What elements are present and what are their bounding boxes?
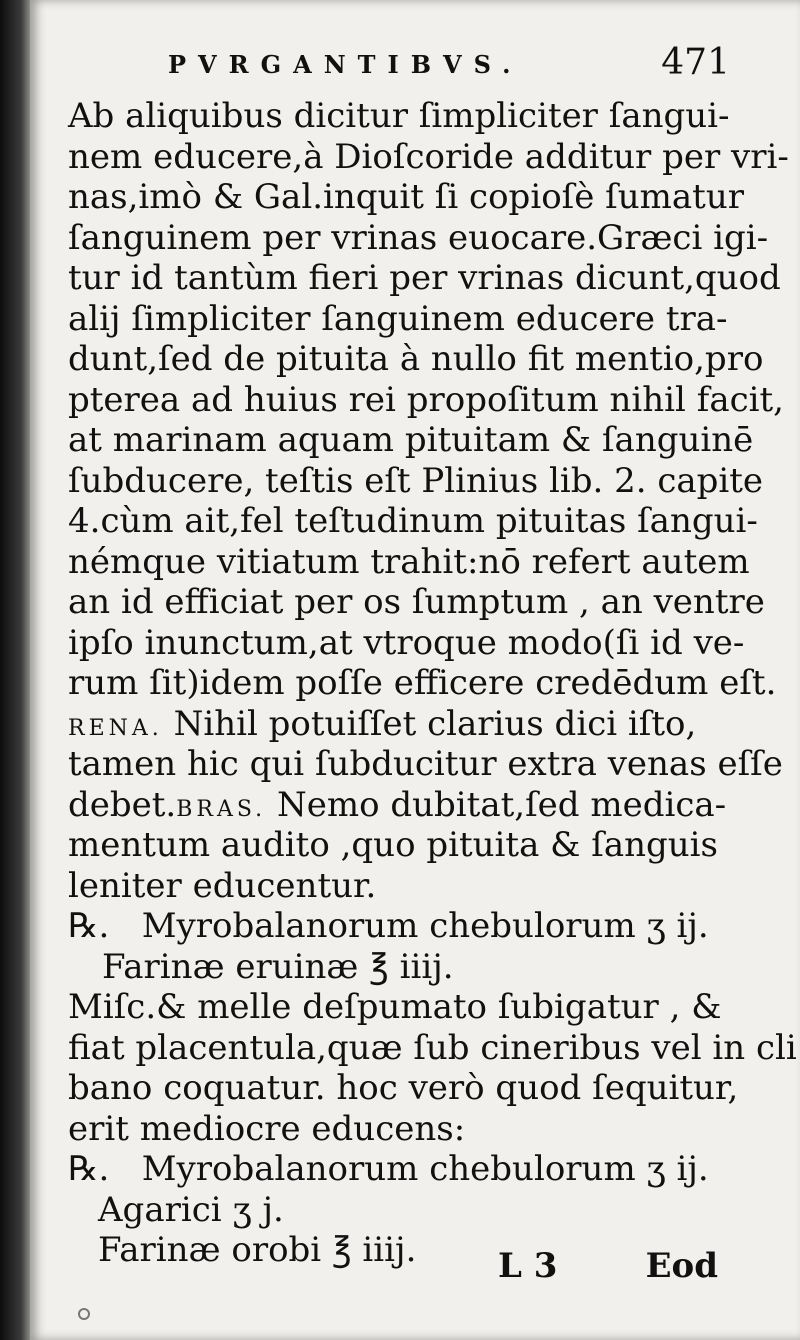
page-header (130, 42, 730, 92)
text-line: dunt,ſed de pituita à nullo fit mentio,pro (68, 339, 764, 379)
text-line: leniter educentur. (68, 865, 377, 906)
paper-speck (78, 1308, 90, 1320)
page-footer (498, 1246, 728, 1290)
text-line: pterea ad huius rei propoſitum nihil facit, (68, 379, 784, 420)
catchword: Eod (645, 1246, 718, 1286)
text-line: ipſo inunctum,at vtroque modo(ſi id ve- (68, 622, 745, 663)
text-line: mentum audito ,quo pituita & ſanguis (68, 825, 718, 865)
dialogue-line (68, 784, 727, 826)
recipe-line: Farinæ eruinæ ℥ iiij. (102, 946, 454, 987)
recipe-line: Agarici ʒ j. (98, 1189, 284, 1230)
speech-text: debet. (68, 784, 177, 825)
speech-text: Nemo dubitat,ſed medica- (276, 784, 727, 825)
speaker-name: RENA. (68, 715, 163, 741)
text-line: tamen hic qui ſubducitur extra venas eſſe (68, 744, 783, 784)
text-line: nem educere,à Dioſcoride additur per vri- (68, 136, 789, 177)
text-line: nas,imò & Gal.inquit ſi copioſè ſumatur (68, 177, 744, 217)
text-line: fiat placentula,quæ ſub cineribus vel in cli (68, 1027, 797, 1068)
recipe-item: Myrobalanorum chebulorum ʒ ij. (141, 1149, 709, 1189)
text-line: tur id tantùm fieri per vrinas dicunt,quod (68, 258, 781, 298)
text-line: bano coquatur. hoc verò quod ſequitur, (68, 1068, 739, 1108)
text-line: ſubducere, teſtis eſt Plinius lib. 2. capite (68, 460, 764, 501)
speech-text: Nihil potuiſſet clarius dici iſto, (173, 703, 697, 744)
text-line: Miſc.& melle deſpumato ſubigatur , & (68, 987, 722, 1027)
text-line: némque vitiatum trahit:nō refert autem (68, 541, 750, 582)
recipe-line (68, 906, 716, 947)
text-line: ſanguinem per vrinas euocare.Græci igi- (68, 217, 769, 258)
book-gutter (0, 0, 30, 1340)
text-line: rum ſit)idem poſſe efficere credēdum eſt. (68, 663, 777, 703)
recipe-line (68, 1149, 716, 1190)
speaker-name: BRAS. (176, 796, 267, 822)
text-line: at marinam aquam pituitam & ſanguinē (68, 420, 754, 460)
dialogue-line (68, 704, 716, 745)
signature-mark: L 3 (498, 1246, 558, 1286)
text-line: 4.cùm ait,fel teſtudinum pituitas ſangui- (68, 501, 758, 541)
text-line: an id efficiat per os ſumptum , an ventre (68, 582, 765, 622)
recipe-symbol: ℞. (68, 1149, 110, 1189)
running-head: PVRGANTIBVS. (168, 50, 523, 79)
page-number: 471 (661, 42, 730, 83)
recipe-symbol: ℞. (68, 906, 110, 946)
text-line: alij ſimpliciter ſanguinem educere tra- (68, 298, 728, 339)
text-line: erit mediocre educens: (68, 1108, 466, 1149)
text-line: Ab aliquibus dicitur ſimpliciter ſangui- (68, 96, 730, 136)
body-text (68, 96, 797, 1271)
recipe-item: Myrobalanorum chebulorum ʒ ij. (141, 906, 709, 946)
recipe-line: Farinæ orobi ℥ iiij. (98, 1230, 417, 1270)
